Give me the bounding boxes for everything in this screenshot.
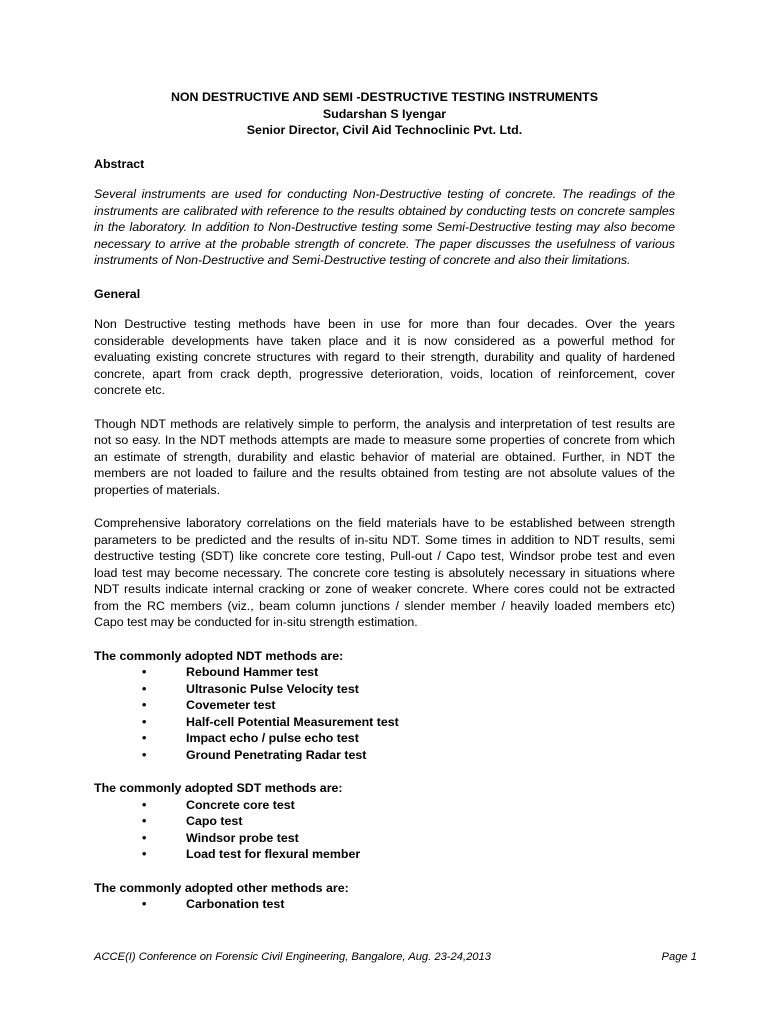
list-item: • Ground Penetrating Radar test bbox=[142, 747, 367, 762]
list-item: • Windsor probe test bbox=[142, 830, 299, 845]
ndt-methods-list bbox=[94, 664, 675, 763]
general-heading: General bbox=[94, 286, 141, 301]
bullet-icon: • bbox=[142, 897, 147, 911]
bullet-icon: • bbox=[142, 681, 147, 696]
other-methods-heading: The commonly adopted other methods are: bbox=[94, 880, 349, 895]
list-item: • Load test for flexural member bbox=[142, 847, 361, 861]
list-item: • Rebound Hammer test bbox=[142, 665, 319, 679]
list-item: • Capo test bbox=[142, 814, 243, 828]
list-item: • Concrete core test bbox=[142, 797, 295, 812]
bullet-icon: • bbox=[142, 830, 147, 845]
general-paragraph-3: Comprehensive laboratory correlations on the field materials have to be established between strength parameters to be predicted and the results of in-situ NDT. Some times in addition to NDT results, semi destructive testing (SDT) like concrete core testing, Pull-out / Capo test, Windsor probe test and even load test may become necessary. The concrete core testing is absolutely necessary in situations where NDT results indicate internal cracking or zone of weaker concrete. Where cores could not be extracted from the RC members (viz., beam column junctions / slender member / heavily loaded members etc) Capo test may be conducted for in-situ strength estimation. bbox=[94, 516, 675, 629]
page-content bbox=[94, 89, 675, 913]
bullet-icon: • bbox=[142, 698, 147, 712]
other-methods-list bbox=[94, 896, 675, 913]
bullet-icon: • bbox=[142, 747, 147, 762]
ndt-methods-heading: The commonly adopted NDT methods are: bbox=[94, 648, 344, 663]
footer-page-number: Page 1 bbox=[661, 951, 697, 963]
sdt-methods-list bbox=[94, 797, 675, 863]
bullet-icon: • bbox=[142, 665, 147, 679]
bullet-icon: • bbox=[142, 714, 147, 729]
list-item: • Carbonation test bbox=[142, 897, 285, 911]
bullet-icon: • bbox=[142, 847, 147, 861]
document-title: NON DESTRUCTIVE AND SEMI -DESTRUCTIVE TESTING INSTRUMENTS bbox=[170, 90, 599, 104]
general-paragraph-2: Though NDT methods are relatively simple to perform, the analysis and interpretation of test results are not so easy. In the NDT methods attempts are made to measure some properties of concrete from which an estimate of strength, durability and elastic behavior of material are obtained. Further, in NDT the members are not loaded to failure and the results obtained from testing are not absolute values of the properties of materials. bbox=[94, 416, 675, 497]
list-item: • Half-cell Potential Measurement test bbox=[142, 714, 399, 729]
list-item: • Ultrasonic Pulse Velocity test bbox=[142, 681, 359, 696]
author-name: Sudarshan S Iyengar bbox=[322, 106, 447, 121]
general-paragraph-1: Non Destructive testing methods have been in use for more than four decades. Over the years considerable developments have taken place and it is now considered as a powerful method for evaluating existing concrete structures with regard to their strength, durability and quality of hardened concrete, apart from crack depth, progressive deterioration, voids, location of reinforcement, cover concrete etc. bbox=[94, 317, 675, 397]
footer-conference: ACCE(I) Conference on Forensic Civil Engineering, Bangalore, Aug. 23-24,2013 bbox=[94, 951, 491, 963]
bullet-icon: • bbox=[142, 797, 147, 812]
bullet-icon: • bbox=[142, 814, 147, 828]
bullet-icon: • bbox=[142, 731, 147, 745]
list-item: • Covemeter test bbox=[142, 698, 276, 712]
abstract-heading: Abstract bbox=[94, 156, 145, 171]
sdt-methods-heading: The commonly adopted SDT methods are: bbox=[94, 781, 343, 795]
list-item: • Impact echo / pulse echo test bbox=[142, 731, 359, 745]
author-affiliation: Senior Director, Civil Aid Technoclinic Pvt. Ltd. bbox=[246, 123, 523, 137]
abstract-text: Several instruments are used for conducting Non-Destructive testing of concrete. The readings of the instruments are calibrated with reference to the results obtained by conducting tests on concrete samples in the laboratory. In addition to Non-Destructive testing some Semi-Destructive testing may also become necessary to arrive at the probable strength of concrete. The paper discusses the usefulness of various instruments of Non-Destructive and Semi-Destructive testing of concrete and also their limitations. bbox=[94, 187, 675, 267]
page-footer bbox=[94, 949, 697, 966]
